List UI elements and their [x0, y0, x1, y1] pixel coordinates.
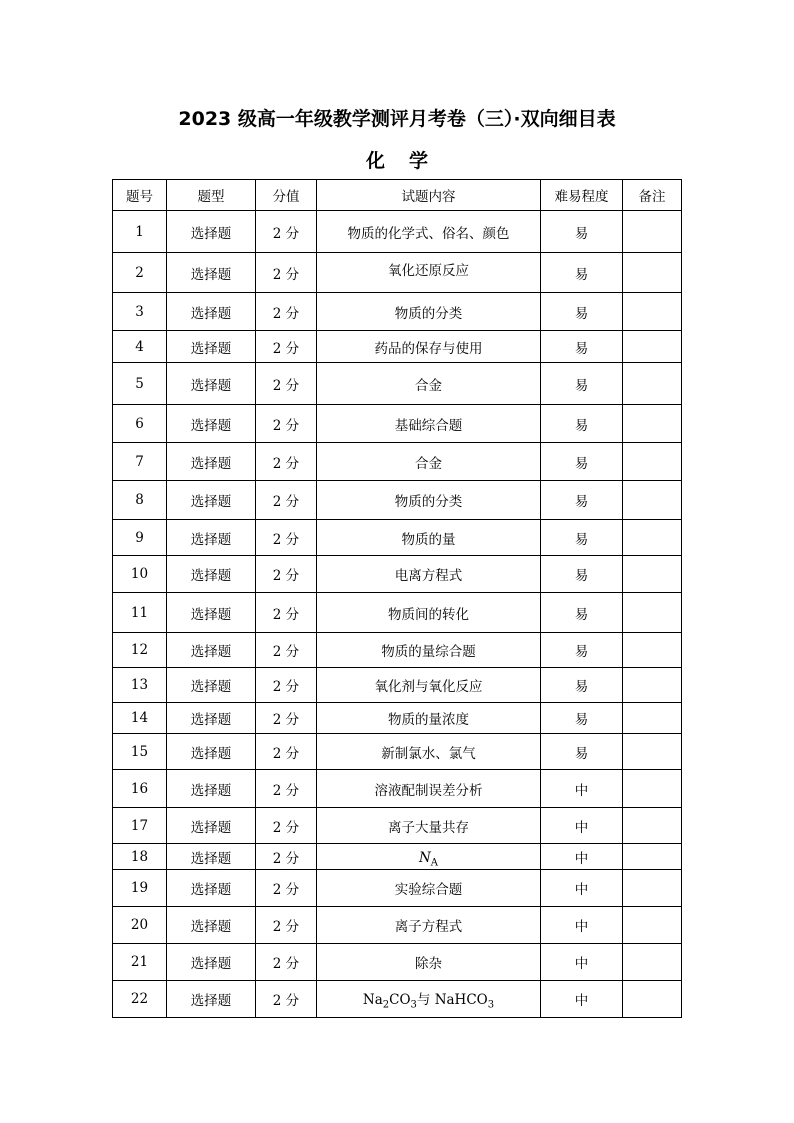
- cell-type: 选择题: [167, 844, 256, 870]
- table-row: [113, 633, 682, 668]
- cell-difficulty: 易: [541, 405, 623, 443]
- cell-content: 合金: [317, 443, 541, 481]
- cell-content: 物质的分类: [317, 293, 541, 331]
- cell-points: 2 分: [256, 734, 317, 770]
- cell-difficulty: 易: [541, 703, 623, 734]
- cell-note: [623, 443, 682, 481]
- cell-number: 14: [113, 703, 167, 734]
- cell-points: 2 分: [256, 981, 317, 1018]
- cell-points: 2 分: [256, 633, 317, 668]
- table-row: [113, 770, 682, 808]
- table-row: [113, 556, 682, 593]
- cell-difficulty: 易: [541, 293, 623, 331]
- cell-number: 4: [113, 331, 167, 363]
- table-row: [113, 734, 682, 770]
- cell-note: [623, 770, 682, 808]
- cell-number: 2: [113, 253, 167, 293]
- cell-note: [623, 520, 682, 556]
- cell-points: 2 分: [256, 331, 317, 363]
- cell-difficulty: 易: [541, 633, 623, 668]
- cell-difficulty: 易: [541, 443, 623, 481]
- cell-number: 19: [113, 870, 167, 907]
- table-row: [113, 363, 682, 405]
- cell-number: 1: [113, 211, 167, 253]
- cell-number: 9: [113, 520, 167, 556]
- cell-points: 2 分: [256, 870, 317, 907]
- table-row: [113, 703, 682, 734]
- cell-note: [623, 293, 682, 331]
- cell-content: 氧化剂与氧化反应: [317, 668, 541, 703]
- cell-content: 合金: [317, 363, 541, 405]
- cell-content: 基础综合题: [317, 405, 541, 443]
- cell-points: 2 分: [256, 703, 317, 734]
- cell-number: 8: [113, 481, 167, 520]
- cell-difficulty: 中: [541, 770, 623, 808]
- table-row: [113, 293, 682, 331]
- cell-type: 选择题: [167, 593, 256, 633]
- cell-points: 2 分: [256, 808, 317, 844]
- cell-type: 选择题: [167, 405, 256, 443]
- cell-points: 2 分: [256, 211, 317, 253]
- cell-difficulty: 中: [541, 808, 623, 844]
- cell-number: 5: [113, 363, 167, 405]
- table-row: [113, 808, 682, 844]
- cell-type: 选择题: [167, 211, 256, 253]
- table-row: [113, 520, 682, 556]
- cell-content: 物质的化学式、俗名、颜色: [317, 211, 541, 253]
- detail-table: [112, 179, 682, 1018]
- cell-points: 2 分: [256, 668, 317, 703]
- cell-content: 实验综合题: [317, 870, 541, 907]
- cell-type: 选择题: [167, 331, 256, 363]
- cell-difficulty: 易: [541, 593, 623, 633]
- cell-number: 21: [113, 944, 167, 981]
- table-row: [113, 481, 682, 520]
- cell-note: [623, 363, 682, 405]
- cell-difficulty: 易: [541, 668, 623, 703]
- table-row: [113, 668, 682, 703]
- cell-content: 物质的分类: [317, 481, 541, 520]
- cell-number: 22: [113, 981, 167, 1018]
- cell-difficulty: 中: [541, 907, 623, 944]
- cell-note: [623, 481, 682, 520]
- cell-content: 药品的保存与使用: [317, 331, 541, 363]
- cell-content: [317, 844, 541, 870]
- cell-type: 选择题: [167, 481, 256, 520]
- cell-note: [623, 844, 682, 870]
- table-row: [113, 944, 682, 981]
- cell-number: 7: [113, 443, 167, 481]
- cell-note: [623, 211, 682, 253]
- cell-note: [623, 668, 682, 703]
- cell-note: [623, 703, 682, 734]
- cell-points: 2 分: [256, 907, 317, 944]
- cell-number: 17: [113, 808, 167, 844]
- formula-subscript: 3: [410, 999, 417, 1011]
- cell-type: 选择题: [167, 944, 256, 981]
- formula-part: 与 NaHCO: [416, 991, 488, 1008]
- cell-difficulty: 易: [541, 734, 623, 770]
- cell-points: 2 分: [256, 443, 317, 481]
- cell-difficulty: 中: [541, 844, 623, 870]
- cell-number: 12: [113, 633, 167, 668]
- cell-type: 选择题: [167, 808, 256, 844]
- formula-part: CO: [389, 991, 411, 1008]
- cell-content: 溶液配制误差分析: [317, 770, 541, 808]
- cell-points: 2 分: [256, 593, 317, 633]
- cell-type: 选择题: [167, 870, 256, 907]
- symbol-main: N: [418, 850, 431, 866]
- cell-content: 物质的量浓度: [317, 703, 541, 734]
- cell-note: [623, 981, 682, 1018]
- cell-type: 选择题: [167, 981, 256, 1018]
- table-header-row: [113, 180, 682, 211]
- table-row: [113, 405, 682, 443]
- col-header-content: 试题内容: [317, 180, 541, 211]
- cell-difficulty: 易: [541, 331, 623, 363]
- cell-points: 2 分: [256, 770, 317, 808]
- cell-difficulty: 易: [541, 253, 623, 293]
- cell-points: 2 分: [256, 293, 317, 331]
- formula-subscript: 3: [487, 999, 495, 1011]
- cell-content: 物质间的转化: [317, 593, 541, 633]
- cell-note: [623, 253, 682, 293]
- cell-number: 15: [113, 734, 167, 770]
- symbol-subscript: A: [430, 857, 439, 869]
- cell-note: [623, 808, 682, 844]
- cell-content: 电离方程式: [317, 556, 541, 593]
- cell-points: 2 分: [256, 944, 317, 981]
- cell-type: 选择题: [167, 770, 256, 808]
- col-header-points: 分值: [256, 180, 317, 211]
- cell-note: [623, 944, 682, 981]
- table-row: [113, 844, 682, 870]
- col-header-difficulty: 难易程度: [541, 180, 623, 211]
- cell-number: 18: [113, 844, 167, 870]
- cell-content: 物质的量综合题: [317, 633, 541, 668]
- cell-type: 选择题: [167, 520, 256, 556]
- cell-points: 2 分: [256, 253, 317, 293]
- col-header-number: 题号: [113, 180, 167, 211]
- col-header-type: 题型: [167, 180, 256, 211]
- cell-difficulty: 易: [541, 363, 623, 405]
- table-body: [113, 211, 682, 1018]
- cell-number: 20: [113, 907, 167, 944]
- document-title: 2023 级高一年级教学测评月考卷（三）·双向细目表: [178, 108, 616, 130]
- cell-type: 选择题: [167, 734, 256, 770]
- table-row: [113, 253, 682, 293]
- cell-number: 6: [113, 405, 167, 443]
- cell-difficulty: 中: [541, 870, 623, 907]
- formula-subscript: 2: [382, 999, 390, 1011]
- cell-points: 2 分: [256, 520, 317, 556]
- cell-note: [623, 907, 682, 944]
- cell-number: 11: [113, 593, 167, 633]
- cell-difficulty: 易: [541, 556, 623, 593]
- cell-content: [317, 981, 541, 1018]
- cell-note: [623, 870, 682, 907]
- cell-number: 10: [113, 556, 167, 593]
- cell-points: 2 分: [256, 556, 317, 593]
- cell-note: [623, 734, 682, 770]
- cell-difficulty: 易: [541, 520, 623, 556]
- cell-points: 2 分: [256, 363, 317, 405]
- cell-number: 3: [113, 293, 167, 331]
- cell-content: 物质的量: [317, 520, 541, 556]
- cell-note: [623, 331, 682, 363]
- cell-content: 除杂: [317, 944, 541, 981]
- cell-note: [623, 633, 682, 668]
- table-row: [113, 593, 682, 633]
- cell-content: 新制氯水、氯气: [317, 734, 541, 770]
- cell-difficulty: 易: [541, 211, 623, 253]
- cell-type: 选择题: [167, 556, 256, 593]
- cell-difficulty: 中: [541, 981, 623, 1018]
- col-header-note: 备注: [623, 180, 682, 211]
- cell-number: 16: [113, 770, 167, 808]
- cell-note: [623, 405, 682, 443]
- cell-type: 选择题: [167, 363, 256, 405]
- table-row: [113, 211, 682, 253]
- table-row: [113, 443, 682, 481]
- cell-note: [623, 593, 682, 633]
- cell-points: 2 分: [256, 844, 317, 870]
- table-row: [113, 981, 682, 1018]
- cell-points: 2 分: [256, 481, 317, 520]
- cell-type: 选择题: [167, 293, 256, 331]
- cell-content: 离子方程式: [317, 907, 541, 944]
- table-row: [113, 331, 682, 363]
- cell-content: 氧化还原反应: [317, 253, 541, 293]
- cell-points: 2 分: [256, 405, 317, 443]
- cell-number: 13: [113, 668, 167, 703]
- table-row: [113, 870, 682, 907]
- cell-type: 选择题: [167, 633, 256, 668]
- cell-type: 选择题: [167, 703, 256, 734]
- cell-content: 离子大量共存: [317, 808, 541, 844]
- formula-part: Na: [362, 991, 383, 1008]
- cell-type: 选择题: [167, 443, 256, 481]
- cell-note: [623, 556, 682, 593]
- cell-type: 选择题: [167, 668, 256, 703]
- cell-type: 选择题: [167, 253, 256, 293]
- cell-type: 选择题: [167, 907, 256, 944]
- cell-difficulty: 易: [541, 481, 623, 520]
- subject-title: 化学: [365, 150, 452, 172]
- table-row: [113, 907, 682, 944]
- cell-difficulty: 中: [541, 944, 623, 981]
